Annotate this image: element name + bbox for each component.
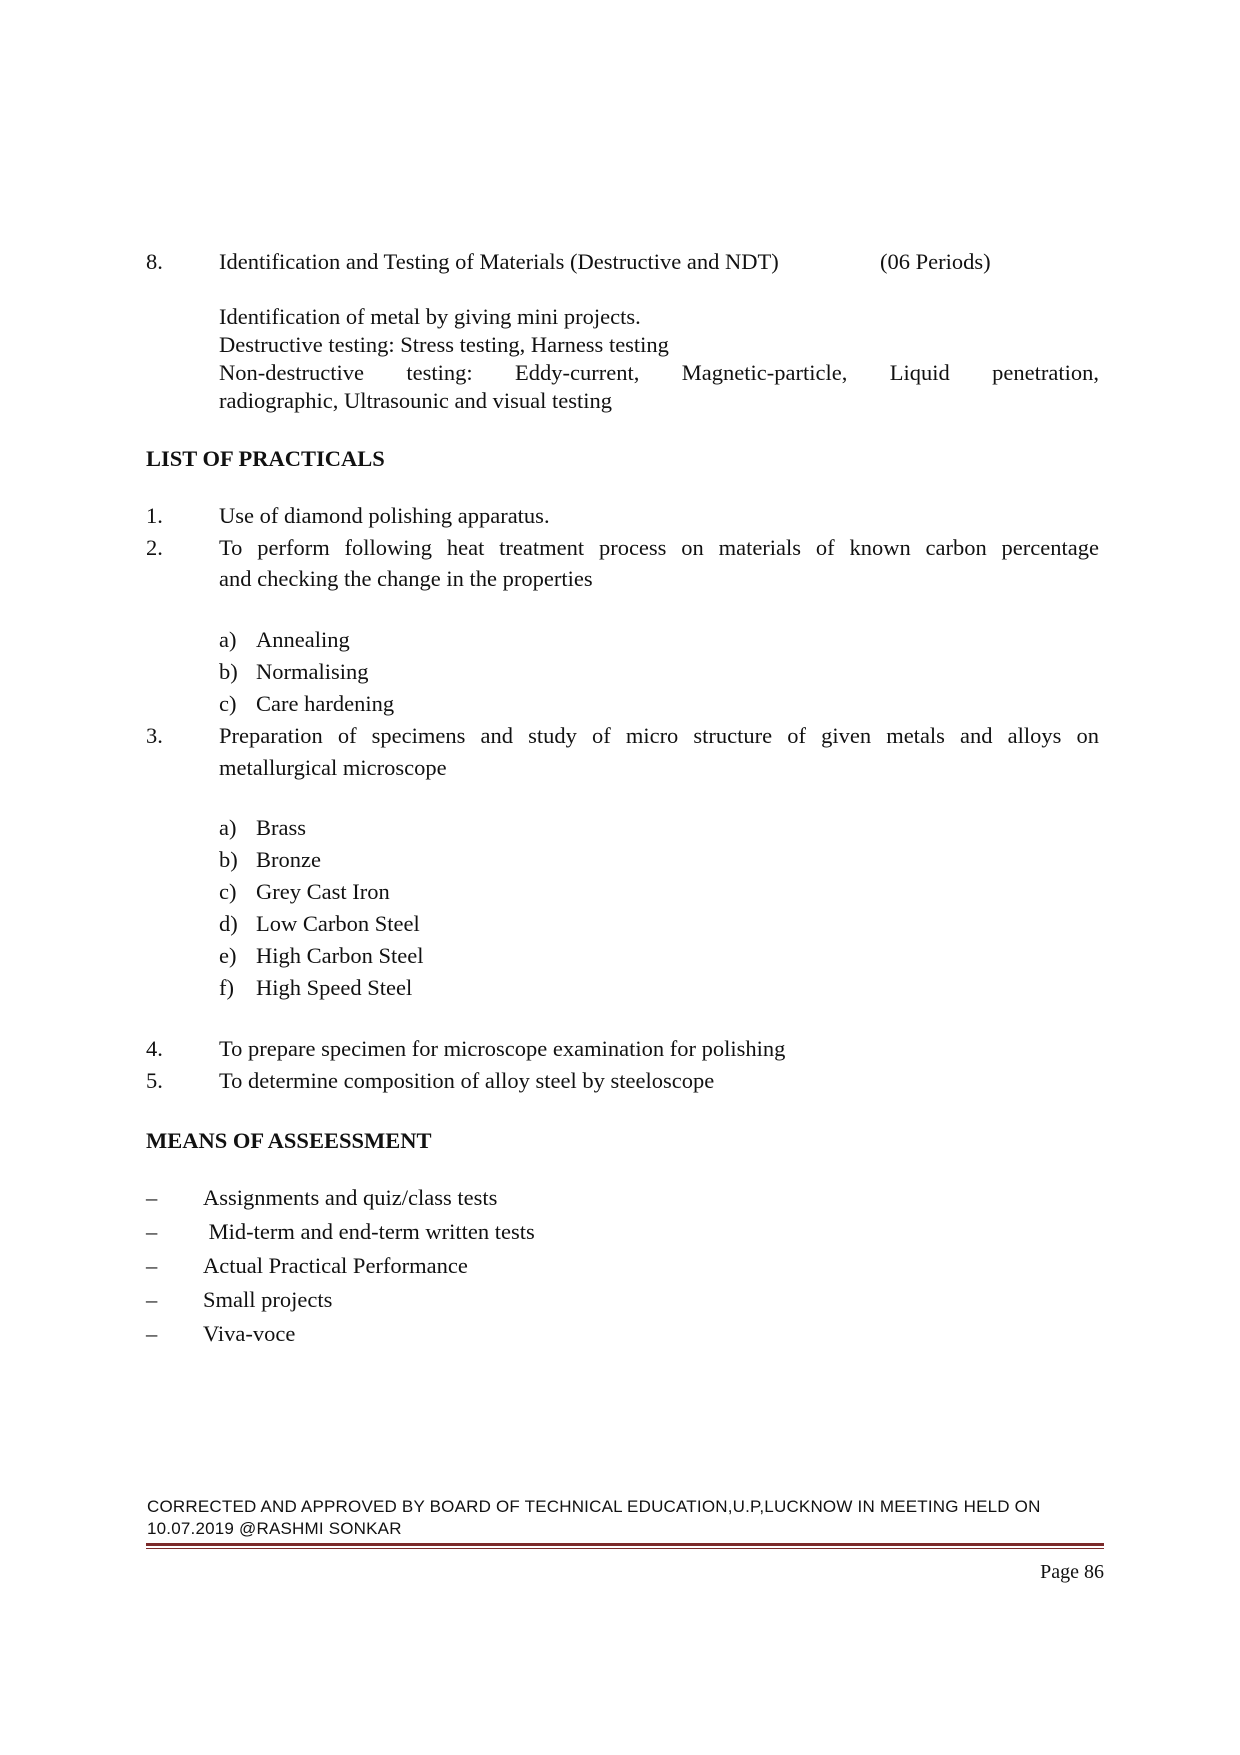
section-title: Identification and Testing of Materials (Destructive and NDT) bbox=[219, 249, 779, 274]
practicals-heading: LIST OF PRACTICALS bbox=[146, 446, 385, 471]
practical-text: Preparation of specimens and study of micro structure of given metals and alloys on bbox=[219, 723, 1099, 748]
practical-text: Use of diamond polishing apparatus. bbox=[219, 503, 550, 528]
sub-item-text: Low Carbon Steel bbox=[256, 911, 420, 936]
practical-number: 3. bbox=[146, 723, 163, 748]
practical-text: metallurgical microscope bbox=[219, 755, 447, 780]
practical-number: 5. bbox=[146, 1068, 163, 1093]
sub-item-mark: b) bbox=[219, 659, 238, 684]
sub-item-text: Brass bbox=[256, 815, 306, 840]
assessment-heading: MEANS OF ASSEESSMENT bbox=[146, 1128, 432, 1153]
section-line: Identification of metal by giving mini projects. bbox=[219, 304, 641, 329]
page-number: Page 86 bbox=[1040, 1561, 1104, 1583]
section-line: Destructive testing: Stress testing, Harness testing bbox=[219, 332, 669, 357]
assessment-item: Mid-term and end-term written tests bbox=[203, 1219, 535, 1244]
bullet-dash: – bbox=[146, 1253, 158, 1278]
sub-item-text: Annealing bbox=[256, 627, 350, 652]
assessment-item: Actual Practical Performance bbox=[203, 1253, 468, 1278]
sub-item-text: Grey Cast Iron bbox=[256, 879, 390, 904]
section-line: Non-destructive testing: Eddy-current, Magnetic-particle, Liquid penetration, bbox=[219, 360, 1099, 385]
footer-date-line: 10.07.2019 @RASHMI SONKAR bbox=[147, 1519, 402, 1538]
sub-item-mark: a) bbox=[219, 627, 237, 652]
bullet-dash: – bbox=[146, 1185, 158, 1210]
sub-item-mark: c) bbox=[219, 691, 237, 716]
practical-text: To determine composition of alloy steel by steeloscope bbox=[219, 1068, 715, 1093]
bullet-dash: – bbox=[146, 1287, 158, 1312]
assessment-item: Assignments and quiz/class tests bbox=[203, 1185, 498, 1210]
practical-number: 2. bbox=[146, 535, 163, 560]
section-periods: (06 Periods) bbox=[880, 249, 991, 274]
practical-text: To prepare specimen for microscope examination for polishing bbox=[219, 1036, 786, 1061]
practical-text: To perform following heat treatment process on materials of known carbon percentage bbox=[219, 535, 1099, 560]
sub-item-mark: e) bbox=[219, 943, 237, 968]
sub-item-text: High Speed Steel bbox=[256, 975, 413, 1000]
sub-item-text: Care hardening bbox=[256, 691, 395, 716]
sub-item-mark: d) bbox=[219, 911, 238, 936]
practical-text: and checking the change in the properties bbox=[219, 566, 593, 591]
sub-item-mark: f) bbox=[219, 975, 234, 1000]
bullet-dash: – bbox=[146, 1321, 158, 1346]
sub-item-mark: b) bbox=[219, 847, 238, 872]
sub-item-mark: a) bbox=[219, 815, 237, 840]
sub-item-text: High Carbon Steel bbox=[256, 943, 424, 968]
practical-number: 1. bbox=[146, 503, 163, 528]
assessment-item: Small projects bbox=[203, 1287, 333, 1312]
sub-item-text: Normalising bbox=[256, 659, 369, 684]
practical-number: 4. bbox=[146, 1036, 163, 1061]
section-line: radiographic, Ultrasounic and visual testing bbox=[219, 388, 613, 413]
sub-item-mark: c) bbox=[219, 879, 237, 904]
sub-item-text: Bronze bbox=[256, 847, 321, 872]
section-number: 8. bbox=[146, 249, 163, 274]
footer-rule-thick bbox=[146, 1543, 1104, 1546]
assessment-item: Viva-voce bbox=[203, 1321, 296, 1346]
bullet-dash: – bbox=[146, 1219, 158, 1244]
footer-approval-line: CORRECTED AND APPROVED BY BOARD OF TECHNICAL EDUCATION,U.P,LUCKNOW IN MEETING HELD ON bbox=[147, 1497, 1041, 1516]
footer-rule-thin bbox=[146, 1548, 1104, 1549]
